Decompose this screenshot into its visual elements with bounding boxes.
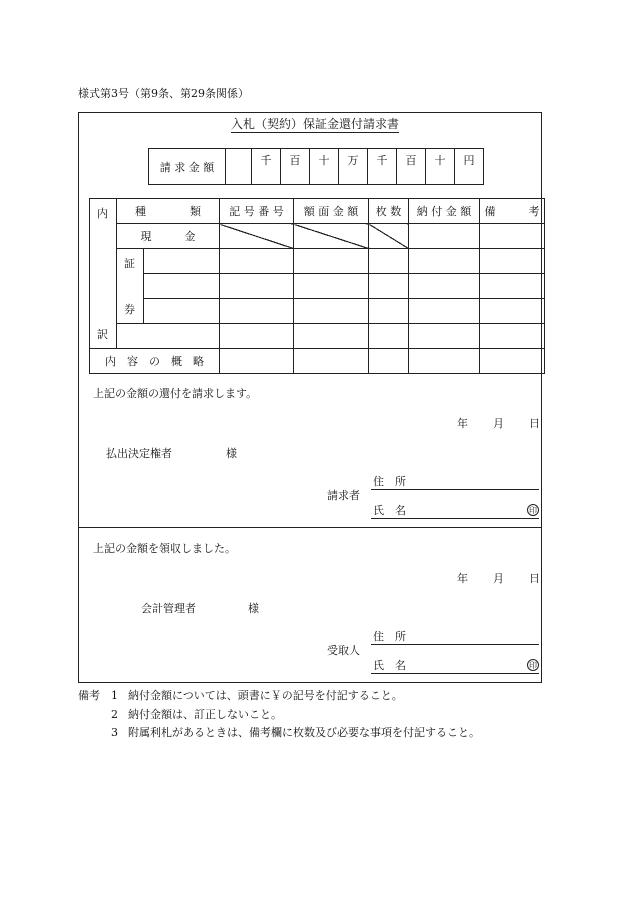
breakdown-side-label bbox=[90, 199, 117, 349]
cash-serial-cell-crossed bbox=[220, 224, 294, 249]
securities-payment-cell[interactable] bbox=[409, 299, 480, 324]
receipt-date-year: 年 bbox=[457, 572, 468, 585]
header-remarks: 備 考 bbox=[480, 199, 545, 224]
amount-table bbox=[148, 148, 484, 185]
form-number-label: 様式第3号（第9条、第29条関係） bbox=[78, 87, 249, 100]
claimant-name-label: 氏 名 bbox=[373, 504, 406, 517]
claim-date-day: 日 bbox=[529, 417, 540, 430]
claim-date-month: 月 bbox=[493, 417, 504, 430]
recipient-address-label: 住 所 bbox=[373, 630, 406, 643]
claimant-address-line[interactable] bbox=[371, 488, 539, 490]
claimant-address-label: 住 所 bbox=[373, 475, 406, 488]
cash-count-cell-crossed bbox=[369, 224, 409, 249]
securities-face-value-cell[interactable] bbox=[294, 249, 369, 274]
securities-label bbox=[117, 249, 144, 324]
securities-remarks-cell[interactable] bbox=[480, 299, 545, 324]
securities-remarks-cell[interactable] bbox=[480, 274, 545, 299]
header-payment-amount: 納 付 金 額 bbox=[409, 199, 480, 224]
blank-face-value-cell[interactable] bbox=[294, 324, 369, 349]
recipient-seal-mark: 印 bbox=[529, 661, 537, 670]
note-text: 納付金額は、訂正しないこと。 bbox=[128, 708, 282, 721]
claimant-label: 請求者 bbox=[327, 489, 360, 502]
blank-serial-cell[interactable] bbox=[220, 324, 294, 349]
recipient-address-line[interactable] bbox=[371, 643, 539, 645]
receipt-statement: 上記の金額を領収しました。 bbox=[93, 542, 236, 555]
securities-face-value-cell[interactable] bbox=[294, 274, 369, 299]
breakdown-table bbox=[89, 198, 545, 374]
claim-date-year: 年 bbox=[457, 417, 468, 430]
claim-addressee: 払出決定権者 bbox=[106, 447, 172, 460]
securities-count-cell[interactable] bbox=[369, 274, 409, 299]
securities-count-cell[interactable] bbox=[369, 249, 409, 274]
summary-remarks-cell[interactable] bbox=[480, 349, 545, 374]
amount-unit-cell[interactable]: 千 bbox=[252, 149, 281, 185]
side-label-top: 内 bbox=[97, 207, 108, 220]
cash-remarks-cell[interactable] bbox=[480, 224, 545, 249]
claimant-name-line[interactable] bbox=[371, 517, 539, 519]
securities-type-cell[interactable] bbox=[144, 249, 220, 274]
amount-cell-yen-mark[interactable] bbox=[226, 149, 252, 185]
amount-unit-cell[interactable]: 円 bbox=[455, 149, 484, 185]
securities-label-bottom: 券 bbox=[124, 303, 135, 316]
securities-payment-cell[interactable] bbox=[409, 249, 480, 274]
notes-label: 備考 bbox=[78, 689, 100, 702]
note-number: 1 bbox=[111, 689, 118, 702]
securities-serial-cell[interactable] bbox=[220, 274, 294, 299]
receipt-honorific: 様 bbox=[248, 602, 259, 615]
recipient-name-label: 氏 名 bbox=[373, 659, 406, 672]
blank-type-cell[interactable] bbox=[117, 324, 220, 349]
claim-statement: 上記の金額の還付を請求します。 bbox=[93, 387, 258, 400]
amount-unit-cell[interactable]: 百 bbox=[397, 149, 426, 185]
securities-type-cell[interactable] bbox=[144, 274, 220, 299]
blank-remarks-cell[interactable] bbox=[480, 324, 545, 349]
blank-count-cell[interactable] bbox=[369, 324, 409, 349]
blank-payment-cell[interactable] bbox=[409, 324, 480, 349]
header-serial-number: 記 号 番 号 bbox=[220, 199, 294, 224]
note-number: 3 bbox=[111, 726, 118, 739]
amount-unit-cell[interactable]: 十 bbox=[310, 149, 339, 185]
header-count: 枚 数 bbox=[369, 199, 409, 224]
receipt-addressee: 会計管理者 bbox=[141, 602, 196, 615]
note-text: 附属利札があるときは、備考欄に枚数及び必要な事項を付記すること。 bbox=[128, 726, 480, 739]
amount-unit-cell[interactable]: 百 bbox=[281, 149, 310, 185]
securities-count-cell[interactable] bbox=[369, 299, 409, 324]
document-title: 入札（契約）保証金還付請求書 bbox=[230, 117, 399, 131]
section-divider bbox=[78, 527, 542, 528]
receipt-date-month: 月 bbox=[493, 572, 504, 585]
securities-face-value-cell[interactable] bbox=[294, 299, 369, 324]
note-text: 納付金額については、頭書に￥の記号を付記すること。 bbox=[128, 689, 403, 702]
cash-label: 現 金 bbox=[117, 224, 220, 249]
summary-face-value-cell[interactable] bbox=[294, 349, 369, 374]
recipient-label: 受取人 bbox=[327, 644, 360, 657]
securities-remarks-cell[interactable] bbox=[480, 249, 545, 274]
securities-serial-cell[interactable] bbox=[220, 249, 294, 274]
amount-unit-cell[interactable]: 千 bbox=[368, 149, 397, 185]
receipt-date-day: 日 bbox=[529, 572, 540, 585]
securities-payment-cell[interactable] bbox=[409, 274, 480, 299]
amount-label: 請 求 金 額 bbox=[149, 149, 226, 185]
securities-label-top: 証 bbox=[124, 257, 135, 270]
side-label-bottom: 訳 bbox=[97, 328, 108, 341]
summary-serial-cell[interactable] bbox=[220, 349, 294, 374]
header-face-value: 額 面 金 額 bbox=[294, 199, 369, 224]
note-number: 2 bbox=[111, 708, 118, 721]
amount-unit-cell[interactable]: 十 bbox=[426, 149, 455, 185]
securities-serial-cell[interactable] bbox=[220, 299, 294, 324]
recipient-name-line[interactable] bbox=[371, 672, 539, 674]
header-type: 種 類 bbox=[117, 199, 220, 224]
summary-payment-cell[interactable] bbox=[409, 349, 480, 374]
securities-type-cell[interactable] bbox=[144, 299, 220, 324]
summary-count-cell[interactable] bbox=[369, 349, 409, 374]
cash-payment-cell[interactable] bbox=[409, 224, 480, 249]
claimant-seal-mark: 印 bbox=[529, 506, 537, 515]
claim-honorific: 様 bbox=[226, 447, 237, 460]
summary-label: 内 容 の 概 略 bbox=[90, 349, 220, 374]
cash-face-value-cell-crossed bbox=[294, 224, 369, 249]
amount-unit-cell[interactable]: 万 bbox=[339, 149, 368, 185]
